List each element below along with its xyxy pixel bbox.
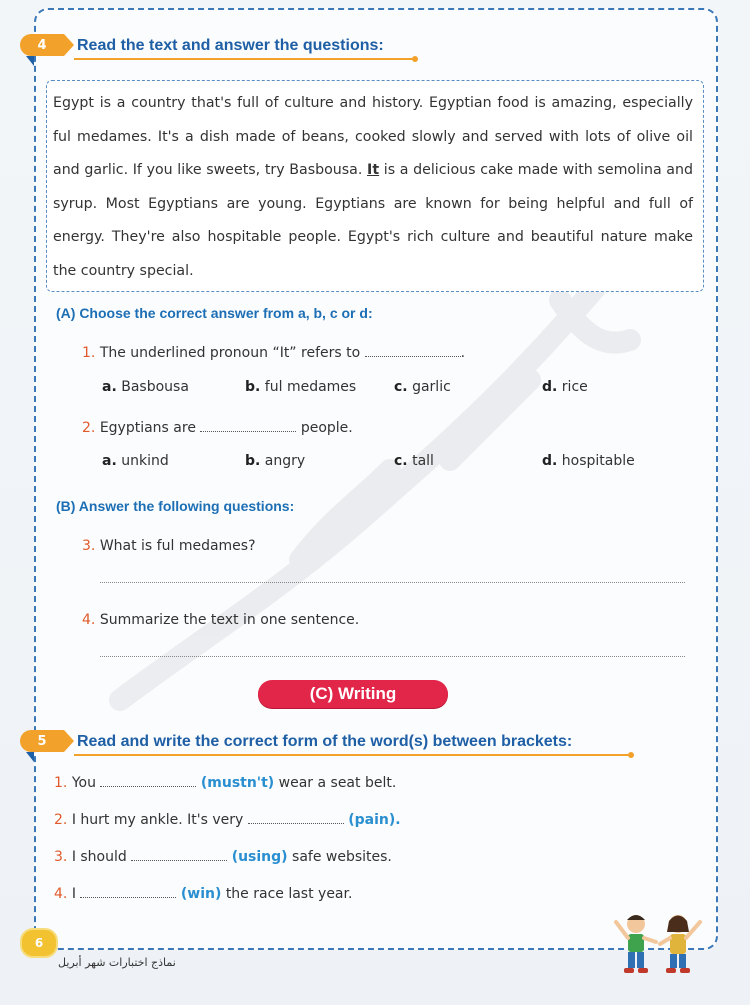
passage-text-part-1: Egypt is a country that's full of culture and history. Egyptian food is amazing, especially ful medames. It's a dish made of beans, cooked slowly and served with lots of olive oil and garlic. If you like sweets, try Basbousa. xyxy=(53,95,693,179)
section-a-heading: (A) Choose the correct answer from a, b, c or d: xyxy=(56,305,373,321)
question-3-prompt: What is ful medames? xyxy=(99,538,256,554)
question-4-badge: 4 xyxy=(20,34,64,56)
q5-item-4: 4. I (win) the race last year. xyxy=(54,886,353,902)
question-1-text: The underlined pronoun “It” refers to xyxy=(99,345,361,361)
question-4-answer-line[interactable] xyxy=(100,656,685,657)
question-4-text xyxy=(82,612,359,628)
question-2-text: Egyptians are xyxy=(99,420,196,436)
question-1-number: 1. xyxy=(82,345,96,361)
q5-item-3: 3. I should (using) safe websites. xyxy=(54,849,392,865)
question-4-number: 4. xyxy=(82,612,96,628)
q5-item-4-bracket-word: (win) xyxy=(180,886,222,902)
question-2-stem xyxy=(82,420,353,436)
passage-text xyxy=(53,87,693,289)
underlined-pronoun-it: It xyxy=(367,162,380,179)
q5-item-1-bracket-word: (mustn't) xyxy=(200,775,275,791)
page-number-badge: 6 xyxy=(20,928,58,958)
question-5-badge-tail xyxy=(26,752,34,762)
question-2-option-b[interactable]: b. angry xyxy=(245,453,306,469)
question-2-number: 2. xyxy=(82,420,96,436)
question-1-option-a[interactable]: a. Basbousa xyxy=(102,379,189,395)
section-b-heading: (B) Answer the following questions: xyxy=(56,498,295,514)
reading-passage xyxy=(46,80,704,292)
question-2-option-d[interactable]: d. hospitable xyxy=(542,453,635,469)
question-2-option-a[interactable]: a. unkind xyxy=(102,453,169,469)
question-1-option-c[interactable]: c. garlic xyxy=(394,379,451,395)
q5-item-1-blank[interactable] xyxy=(100,786,196,787)
q5-item-3-bracket-word: (using) xyxy=(231,849,288,865)
question-3-answer-line[interactable] xyxy=(100,582,685,583)
question-2-end: people. xyxy=(300,420,353,436)
question-1-end: . xyxy=(460,345,466,361)
question-3-text xyxy=(82,538,256,554)
q5-item-4-blank[interactable] xyxy=(80,897,176,898)
question-2-option-c[interactable]: c. tall xyxy=(394,453,434,469)
question-2-blank[interactable] xyxy=(200,431,296,432)
question-5-badge: 5 xyxy=(20,730,64,752)
question-1-option-d[interactable]: d. rice xyxy=(542,379,588,395)
question-1-stem xyxy=(82,345,465,361)
q5-item-2-blank[interactable] xyxy=(248,823,344,824)
footer-series-text: نماذج اختبارات شهر أبريل xyxy=(58,956,176,969)
q5-item-3-blank[interactable] xyxy=(131,860,227,861)
passage-text-part-2: is a delicious cake made with semolina and syrup. Most Egyptians are young. Egyptians are known for being helpful and full of energy. They're also hospitable people. Egypt's rich culture and beautiful nature make the country special. xyxy=(53,162,693,279)
question-1-blank[interactable] xyxy=(365,356,461,357)
question-4-heading-underline xyxy=(74,58,414,60)
q5-item-2: 2. I hurt my ankle. It's very (pain). xyxy=(54,812,401,828)
question-5-heading-underline xyxy=(74,754,630,756)
q5-item-2-bracket-word: (pain). xyxy=(348,812,401,828)
q5-item-1: 1. You (mustn't) wear a seat belt. xyxy=(54,775,397,791)
question-4-prompt: Summarize the text in one sentence. xyxy=(99,612,360,628)
question-4-badge-tail xyxy=(26,56,34,66)
question-1-option-b[interactable]: b. ful medames xyxy=(245,379,357,395)
question-4-heading: Read the text and answer the questions: xyxy=(77,37,384,54)
kids-illustration xyxy=(612,908,708,978)
question-5-heading: Read and write the correct form of the word(s) between brackets: xyxy=(77,733,573,750)
question-3-number: 3. xyxy=(82,538,96,554)
writing-section-label: (C) Writing xyxy=(258,680,448,708)
